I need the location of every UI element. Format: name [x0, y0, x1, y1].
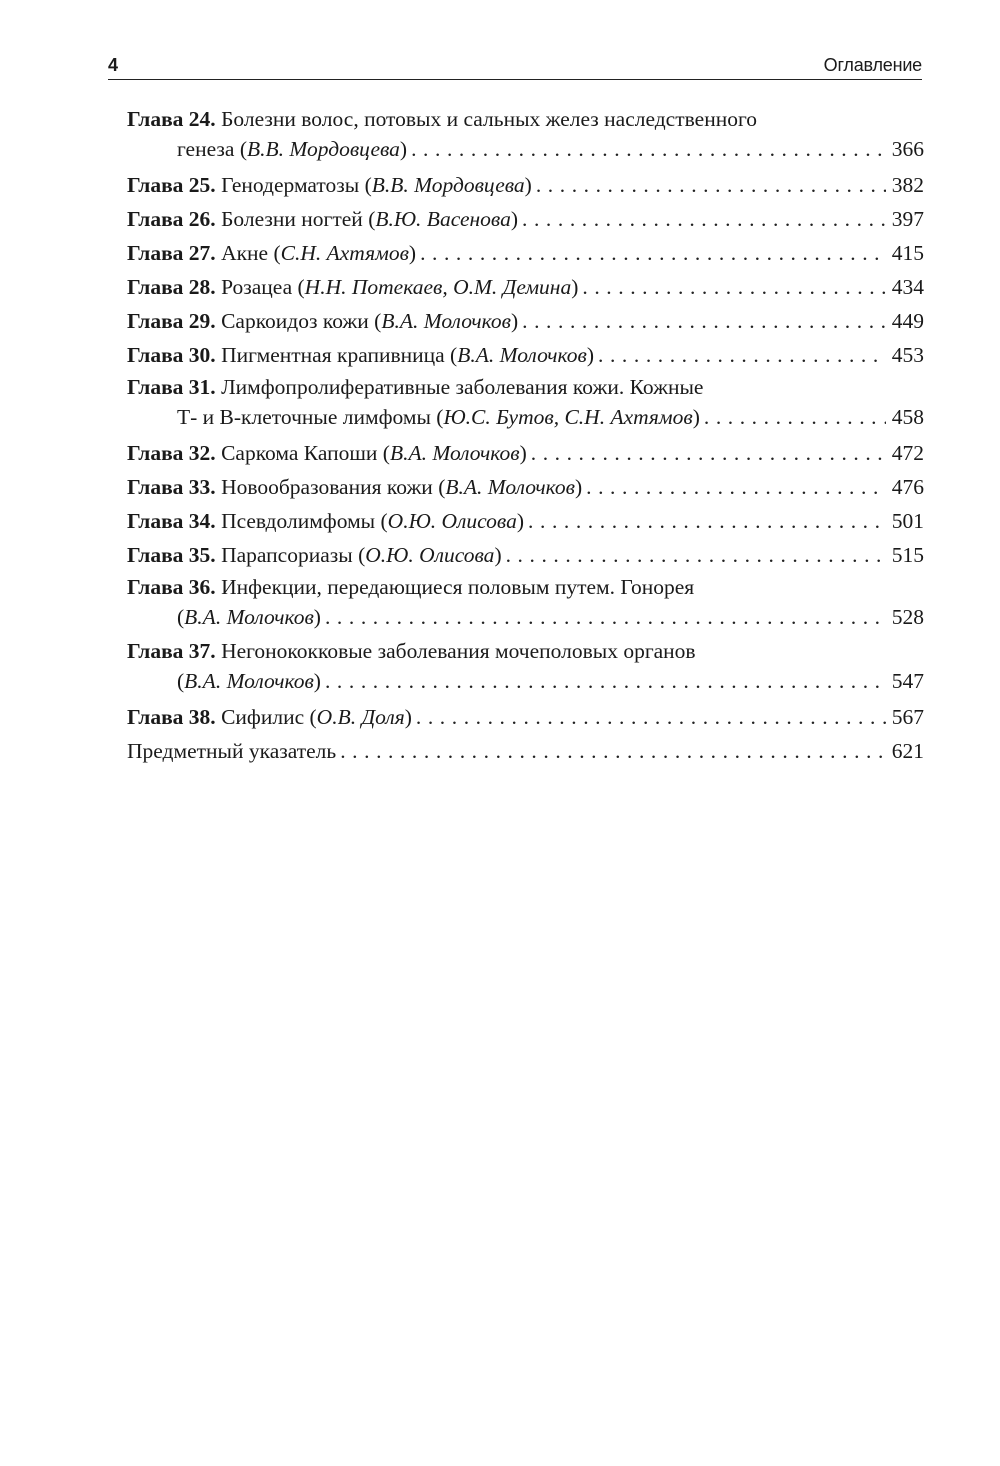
- toc-entry: Глава 26. Болезни ногтей (В.Ю. Васенова) . . . 397: [127, 202, 924, 236]
- page-ref: 621: [891, 739, 924, 763]
- chapter-label: Глава 29.: [127, 309, 216, 333]
- chapter-label: Глава 32.: [127, 441, 216, 465]
- page-ref: 449: [891, 309, 924, 333]
- toc-entry: Глава 29. Саркоидоз кожи (В.А. Молочков) . . . 449: [127, 304, 924, 338]
- dot-leader: [416, 700, 886, 734]
- toc-entry: Глава 34. Псевдолимфомы (О.Ю. Олисова) . . . 501: [127, 504, 924, 538]
- toc-entry: Глава 37. Негонококковые заболевания мочеполовых органов (В.А. Молочков) . . . 547: [127, 636, 924, 696]
- page-ref: 547: [891, 669, 924, 693]
- dot-leader: [704, 402, 886, 432]
- chapter-label: Глава 34.: [127, 509, 216, 533]
- chapter-title: Пигментная крапивница: [221, 343, 445, 367]
- page-ref: 476: [891, 475, 924, 499]
- dot-leader: [531, 436, 886, 470]
- dot-leader: [586, 470, 886, 504]
- toc-entry-index: [127, 734, 924, 768]
- table-of-contents: [127, 104, 924, 768]
- page-ref: 515: [891, 543, 924, 567]
- chapter-title: Саркома Капоши: [221, 441, 378, 465]
- chapter-title: Новообразования кожи: [221, 475, 433, 499]
- chapter-authors: С.Н. Ахтямов: [280, 241, 409, 265]
- chapter-label: Глава 38.: [127, 705, 216, 729]
- toc-entry: Глава 32. Саркома Капоши (В.А. Молочков) . . . 472: [127, 436, 924, 470]
- running-head: Оглавление: [823, 55, 922, 75]
- chapter-label: Глава 25.: [127, 173, 216, 197]
- toc-entry: Глава 30. Пигментная крапивница (В.А. Молочков) . . . 453: [127, 338, 924, 372]
- page-ref: 434: [891, 275, 924, 299]
- chapter-title: Сифилис: [221, 705, 305, 729]
- chapter-label: Глава 26.: [127, 207, 216, 231]
- toc-entry: Глава 25. Генодерматозы (В.В. Мордовцева) . . . 382: [127, 168, 924, 202]
- chapter-authors: В.Ю. Васенова: [375, 207, 511, 231]
- dot-leader: [506, 538, 886, 572]
- dot-leader: [325, 602, 886, 632]
- chapter-title: Акне: [221, 241, 269, 265]
- chapter-title: Негонококковые заболевания мочеполовых органов: [221, 639, 696, 663]
- page-header: [108, 53, 922, 80]
- dot-leader: [522, 304, 886, 338]
- chapter-authors: В.А. Молочков: [184, 669, 314, 693]
- toc-entry: Глава 28. Розацеа (Н.Н. Потекаев, О.М. Демина) . . . 434: [127, 270, 924, 304]
- page-number: 4: [108, 55, 119, 75]
- chapter-title: Болезни ногтей: [221, 207, 363, 231]
- page-ref: 458: [891, 405, 924, 429]
- dot-leader: [582, 270, 885, 304]
- toc-entry: Глава 24. Болезни волос, потовых и сальных желез наследственного генеза (В.В. Мордовцева) . . . 366: [127, 104, 924, 164]
- dot-leader: [340, 734, 886, 768]
- chapter-title: Болезни волос, потовых и сальных желез наследственного: [221, 107, 757, 131]
- chapter-title: Инфекции, передающиеся половым путем. Гонорея: [221, 575, 695, 599]
- page-ref: 528: [891, 605, 924, 629]
- dot-leader: [598, 338, 886, 372]
- toc-entry: Глава 35. Парапсориазы (О.Ю. Олисова) . . . 515: [127, 538, 924, 572]
- dot-leader: [522, 202, 886, 236]
- chapter-label: Глава 28.: [127, 275, 216, 299]
- page-ref: 382: [891, 173, 924, 197]
- page-ref: 567: [891, 705, 924, 729]
- page-ref: 366: [891, 137, 924, 161]
- chapter-title: Парапсориазы: [221, 543, 353, 567]
- chapter-label: Глава 37.: [127, 639, 216, 663]
- chapter-label: Глава 24.: [127, 107, 216, 131]
- page-ref: 453: [891, 343, 924, 367]
- dot-leader: [536, 168, 886, 202]
- toc-entry: Глава 31. Лимфопролиферативные заболевания кожи. Кожные Т- и В-клеточные лимфомы (Ю.С. Бутов, С.Н. Ахтямов) . . . 458: [127, 372, 924, 432]
- chapter-title-continued: Т- и В-клеточные лимфомы: [177, 405, 431, 429]
- toc-entry: Глава 36. Инфекции, передающиеся половым путем. Гонорея (В.А. Молочков) . . . 528: [127, 572, 924, 632]
- chapter-label: Глава 31.: [127, 375, 216, 399]
- dot-leader: [411, 134, 886, 164]
- chapter-authors: О.Ю. Олисова: [387, 509, 517, 533]
- page-ref: 472: [891, 441, 924, 465]
- chapter-authors: О.Ю. Олисова: [365, 543, 495, 567]
- dot-leader: [420, 236, 886, 270]
- chapter-label: Глава 27.: [127, 241, 216, 265]
- chapter-authors: В.А. Молочков: [184, 605, 314, 629]
- chapter-authors: В.А. Молочков: [457, 343, 587, 367]
- chapter-label: Глава 36.: [127, 575, 216, 599]
- chapter-title: Лимфопролиферативные заболевания кожи. Кожные: [221, 375, 704, 399]
- chapter-title: Псевдолимфомы: [221, 509, 376, 533]
- chapter-label: Глава 30.: [127, 343, 216, 367]
- toc-entry: Глава 38. Сифилис (О.В. Доля) . . . 567: [127, 700, 924, 734]
- chapter-title-continued: генеза: [177, 137, 235, 161]
- chapter-authors: Н.Н. Потекаев, О.М. Демина: [304, 275, 572, 299]
- page-ref: 501: [891, 509, 924, 533]
- toc-entry: Глава 33. Новообразования кожи (В.А. Молочков) . . . 476: [127, 470, 924, 504]
- page-ref: 397: [891, 207, 924, 231]
- chapter-authors: В.А. Молочков: [445, 475, 575, 499]
- page-ref: 415: [891, 241, 924, 265]
- dot-leader: [325, 666, 886, 696]
- chapter-title: Розацеа: [221, 275, 293, 299]
- chapter-authors: В.В. Мордовцева: [246, 137, 400, 161]
- chapter-title: Генодерматозы: [221, 173, 360, 197]
- chapter-authors: В.В. Мордовцева: [371, 173, 525, 197]
- index-title: Предметный указатель: [127, 739, 337, 763]
- chapter-authors: В.А. Молочков: [381, 309, 511, 333]
- chapter-label: Глава 33.: [127, 475, 216, 499]
- toc-entry: Глава 27. Акне (С.Н. Ахтямов) . . . 415: [127, 236, 924, 270]
- chapter-label: Глава 35.: [127, 543, 216, 567]
- dot-leader: [528, 504, 886, 538]
- chapter-authors: В.А. Молочков: [389, 441, 520, 465]
- chapter-authors: О.В. Доля: [316, 705, 405, 729]
- chapter-title: Саркоидоз кожи: [221, 309, 369, 333]
- chapter-authors: Ю.С. Бутов, С.Н. Ахтямов: [443, 405, 693, 429]
